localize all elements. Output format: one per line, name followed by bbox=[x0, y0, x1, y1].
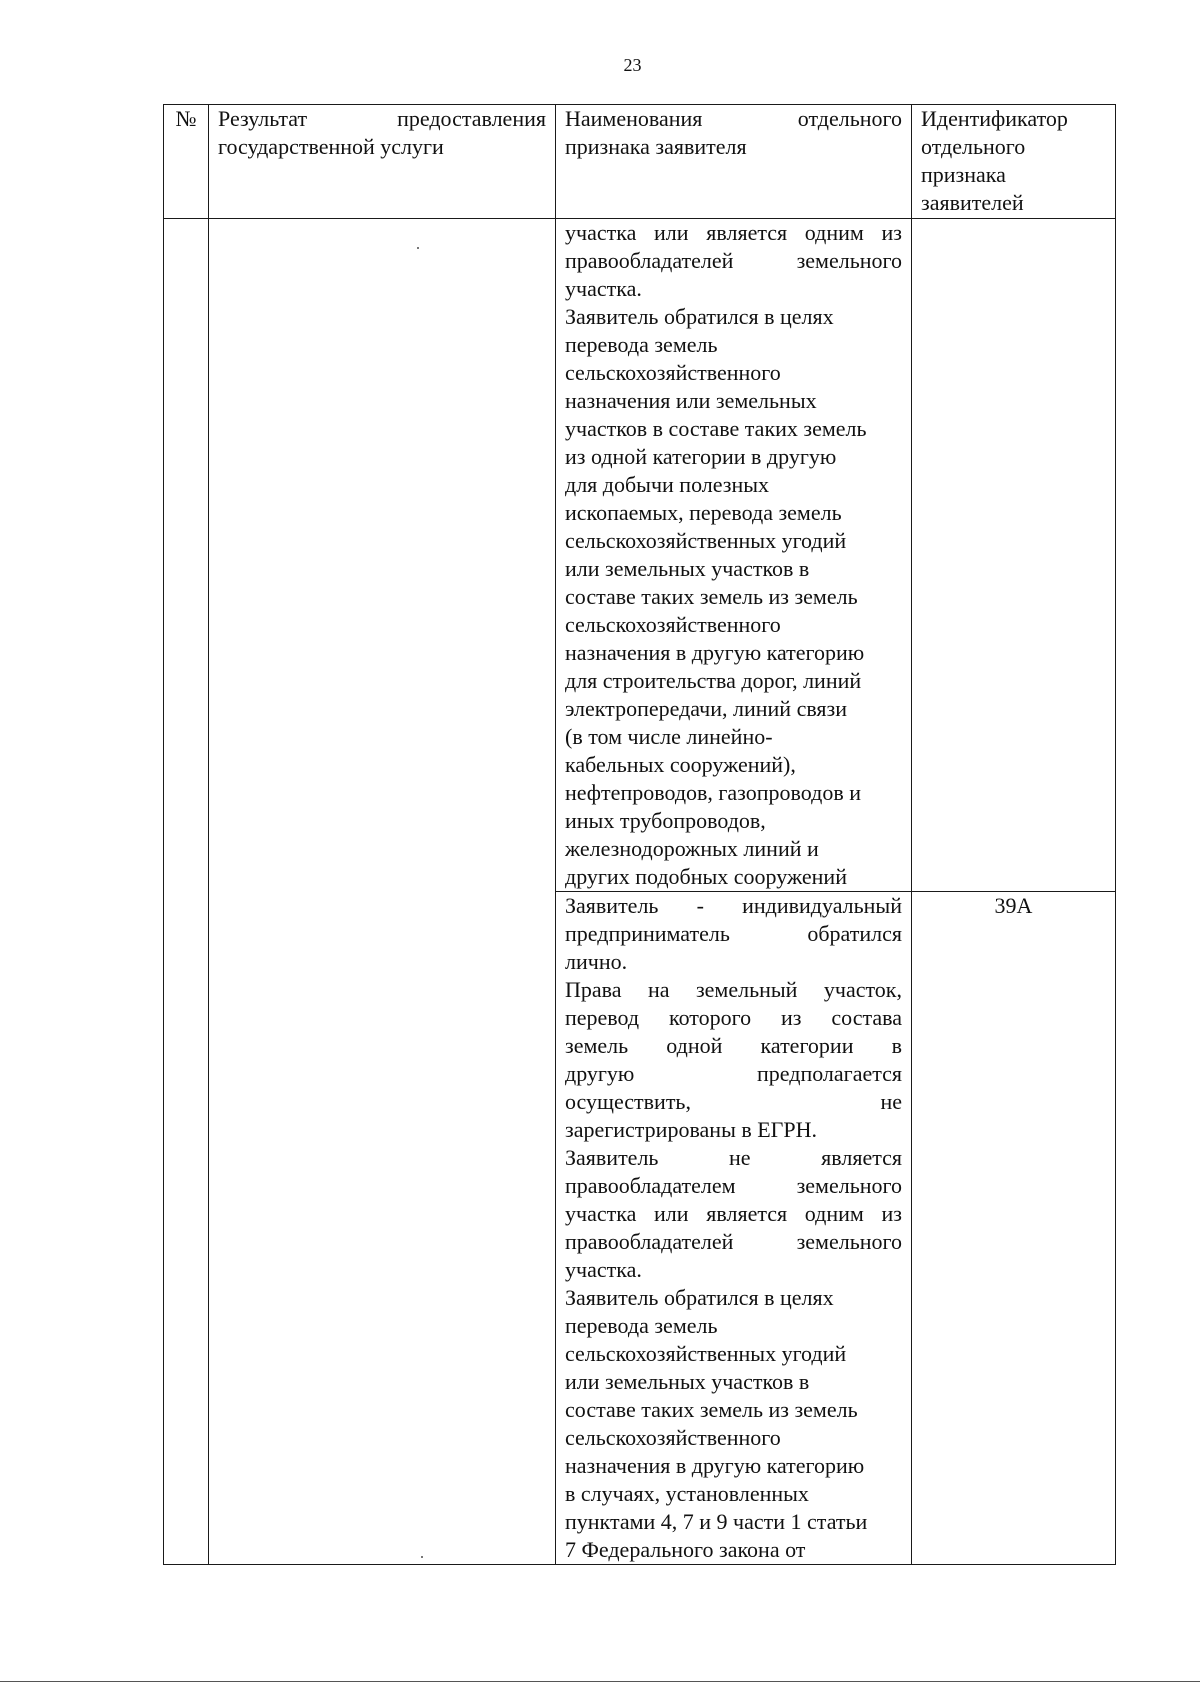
feature-text-line: назначения в другую категорию bbox=[565, 640, 865, 665]
feature-text-line: назначения или земельных bbox=[565, 388, 817, 413]
cell-identifier-1 bbox=[912, 219, 1116, 892]
feature-text-line: нефтепроводов, газопроводов и bbox=[565, 780, 861, 805]
page-number: 23 bbox=[623, 55, 642, 75]
feature-text-line: правообладателей земельного bbox=[565, 248, 902, 273]
cell-number bbox=[164, 219, 209, 1565]
header-feature-line2: признака заявителя bbox=[565, 134, 747, 159]
feature-text-line: предприниматель обратился bbox=[565, 921, 902, 946]
scan-speck bbox=[417, 247, 419, 249]
header-identifier-line4: заявителей bbox=[921, 190, 1024, 215]
feature-text-line: или земельных участков в bbox=[565, 556, 810, 581]
feature-text-line: в случаях, установленных bbox=[565, 1481, 809, 1506]
feature-text-line: перевода земель bbox=[565, 332, 718, 357]
feature-text-line: других подобных сооружений bbox=[565, 864, 847, 889]
cell-identifier-2: 39А bbox=[912, 892, 1116, 1565]
header-result-line2: государственной услуги bbox=[218, 134, 444, 159]
feature-text-line: сельскохозяйственных угодий bbox=[565, 528, 847, 553]
cell-result bbox=[209, 219, 556, 1565]
scan-bottom-edge bbox=[0, 1681, 1200, 1682]
feature-text-line: назначения в другую категорию bbox=[565, 1453, 865, 1478]
feature-text-line: 7 Федерального закона от bbox=[565, 1537, 806, 1562]
feature-text-line: электропередачи, линий связи bbox=[565, 696, 848, 721]
feature-text-line: сельскохозяйственного bbox=[565, 360, 781, 385]
feature-text-line: участка или является одним из bbox=[565, 220, 902, 245]
feature-text-line: ископаемых, перевода земель bbox=[565, 500, 842, 525]
feature-text-line: Заявитель - индивидуальный bbox=[565, 893, 902, 918]
feature-text-line: участка или является одним из bbox=[565, 1201, 902, 1226]
header-feature-line1: Наименования отдельного bbox=[565, 106, 902, 131]
applicant-features-table bbox=[163, 104, 1116, 1565]
feature-text-line: (в том числе линейно- bbox=[565, 724, 773, 749]
feature-text-line: сельскохозяйственного bbox=[565, 1425, 781, 1450]
cell-feature-2 bbox=[556, 892, 912, 1565]
feature-text-line: Заявитель обратился в целях bbox=[565, 1285, 834, 1310]
feature-text-line: участка. bbox=[565, 1257, 642, 1282]
feature-text-line: правообладателей земельного bbox=[565, 1229, 902, 1254]
header-feature-name bbox=[556, 105, 912, 219]
feature-text-line: участка. bbox=[565, 276, 642, 301]
feature-text-line: участков в составе таких земель bbox=[565, 416, 867, 441]
feature-text-line: или земельных участков в bbox=[565, 1369, 810, 1394]
feature-text-line: Заявитель не является bbox=[565, 1145, 902, 1170]
header-result bbox=[209, 105, 556, 219]
scan-speck bbox=[421, 1556, 423, 1558]
feature-text-line: сельскохозяйственных угодий bbox=[565, 1341, 847, 1366]
feature-text-line: кабельных сооружений), bbox=[565, 752, 796, 777]
header-number: № bbox=[164, 105, 209, 219]
feature-text-line: правообладателем земельного bbox=[565, 1173, 902, 1198]
header-identifier-line1: Идентификатор bbox=[921, 106, 1068, 131]
feature-text-line: составе таких земель из земель bbox=[565, 1397, 858, 1422]
feature-text-line: перевода земель bbox=[565, 1313, 718, 1338]
feature-text-line: зарегистрированы в ЕГРН. bbox=[565, 1117, 818, 1142]
feature-text-line: иных трубопроводов, bbox=[565, 808, 766, 833]
feature-text-line: железнодорожных линий и bbox=[565, 836, 819, 861]
feature-text-line: лично. bbox=[565, 949, 628, 974]
feature-text-line: для строительства дорог, линий bbox=[565, 668, 862, 693]
feature-text-line: Заявитель обратился в целях bbox=[565, 304, 834, 329]
cell-feature-1 bbox=[556, 219, 912, 892]
table-header-row bbox=[164, 105, 1116, 219]
header-identifier bbox=[912, 105, 1116, 219]
feature-text-line: сельскохозяйственного bbox=[565, 612, 781, 637]
header-result-line1: Результат предоставления bbox=[218, 106, 546, 131]
header-identifier-line3: признака bbox=[921, 162, 1006, 187]
feature-text-line: перевод которого из состава bbox=[565, 1005, 902, 1030]
feature-text-line: пунктами 4, 7 и 9 части 1 статьи bbox=[565, 1509, 868, 1534]
feature-text-line: Права на земельный участок, bbox=[565, 977, 902, 1002]
feature-text-line: другую предполагается bbox=[565, 1061, 902, 1086]
feature-text-line: для добычи полезных bbox=[565, 472, 770, 497]
feature-text-line: земель одной категории в bbox=[565, 1033, 902, 1058]
feature-text-line: составе таких земель из земель bbox=[565, 584, 858, 609]
feature-text-line: из одной категории в другую bbox=[565, 444, 837, 469]
header-identifier-line2: отдельного bbox=[921, 134, 1026, 159]
table-row bbox=[164, 219, 1116, 892]
feature-text-line: осуществить, не bbox=[565, 1089, 902, 1114]
